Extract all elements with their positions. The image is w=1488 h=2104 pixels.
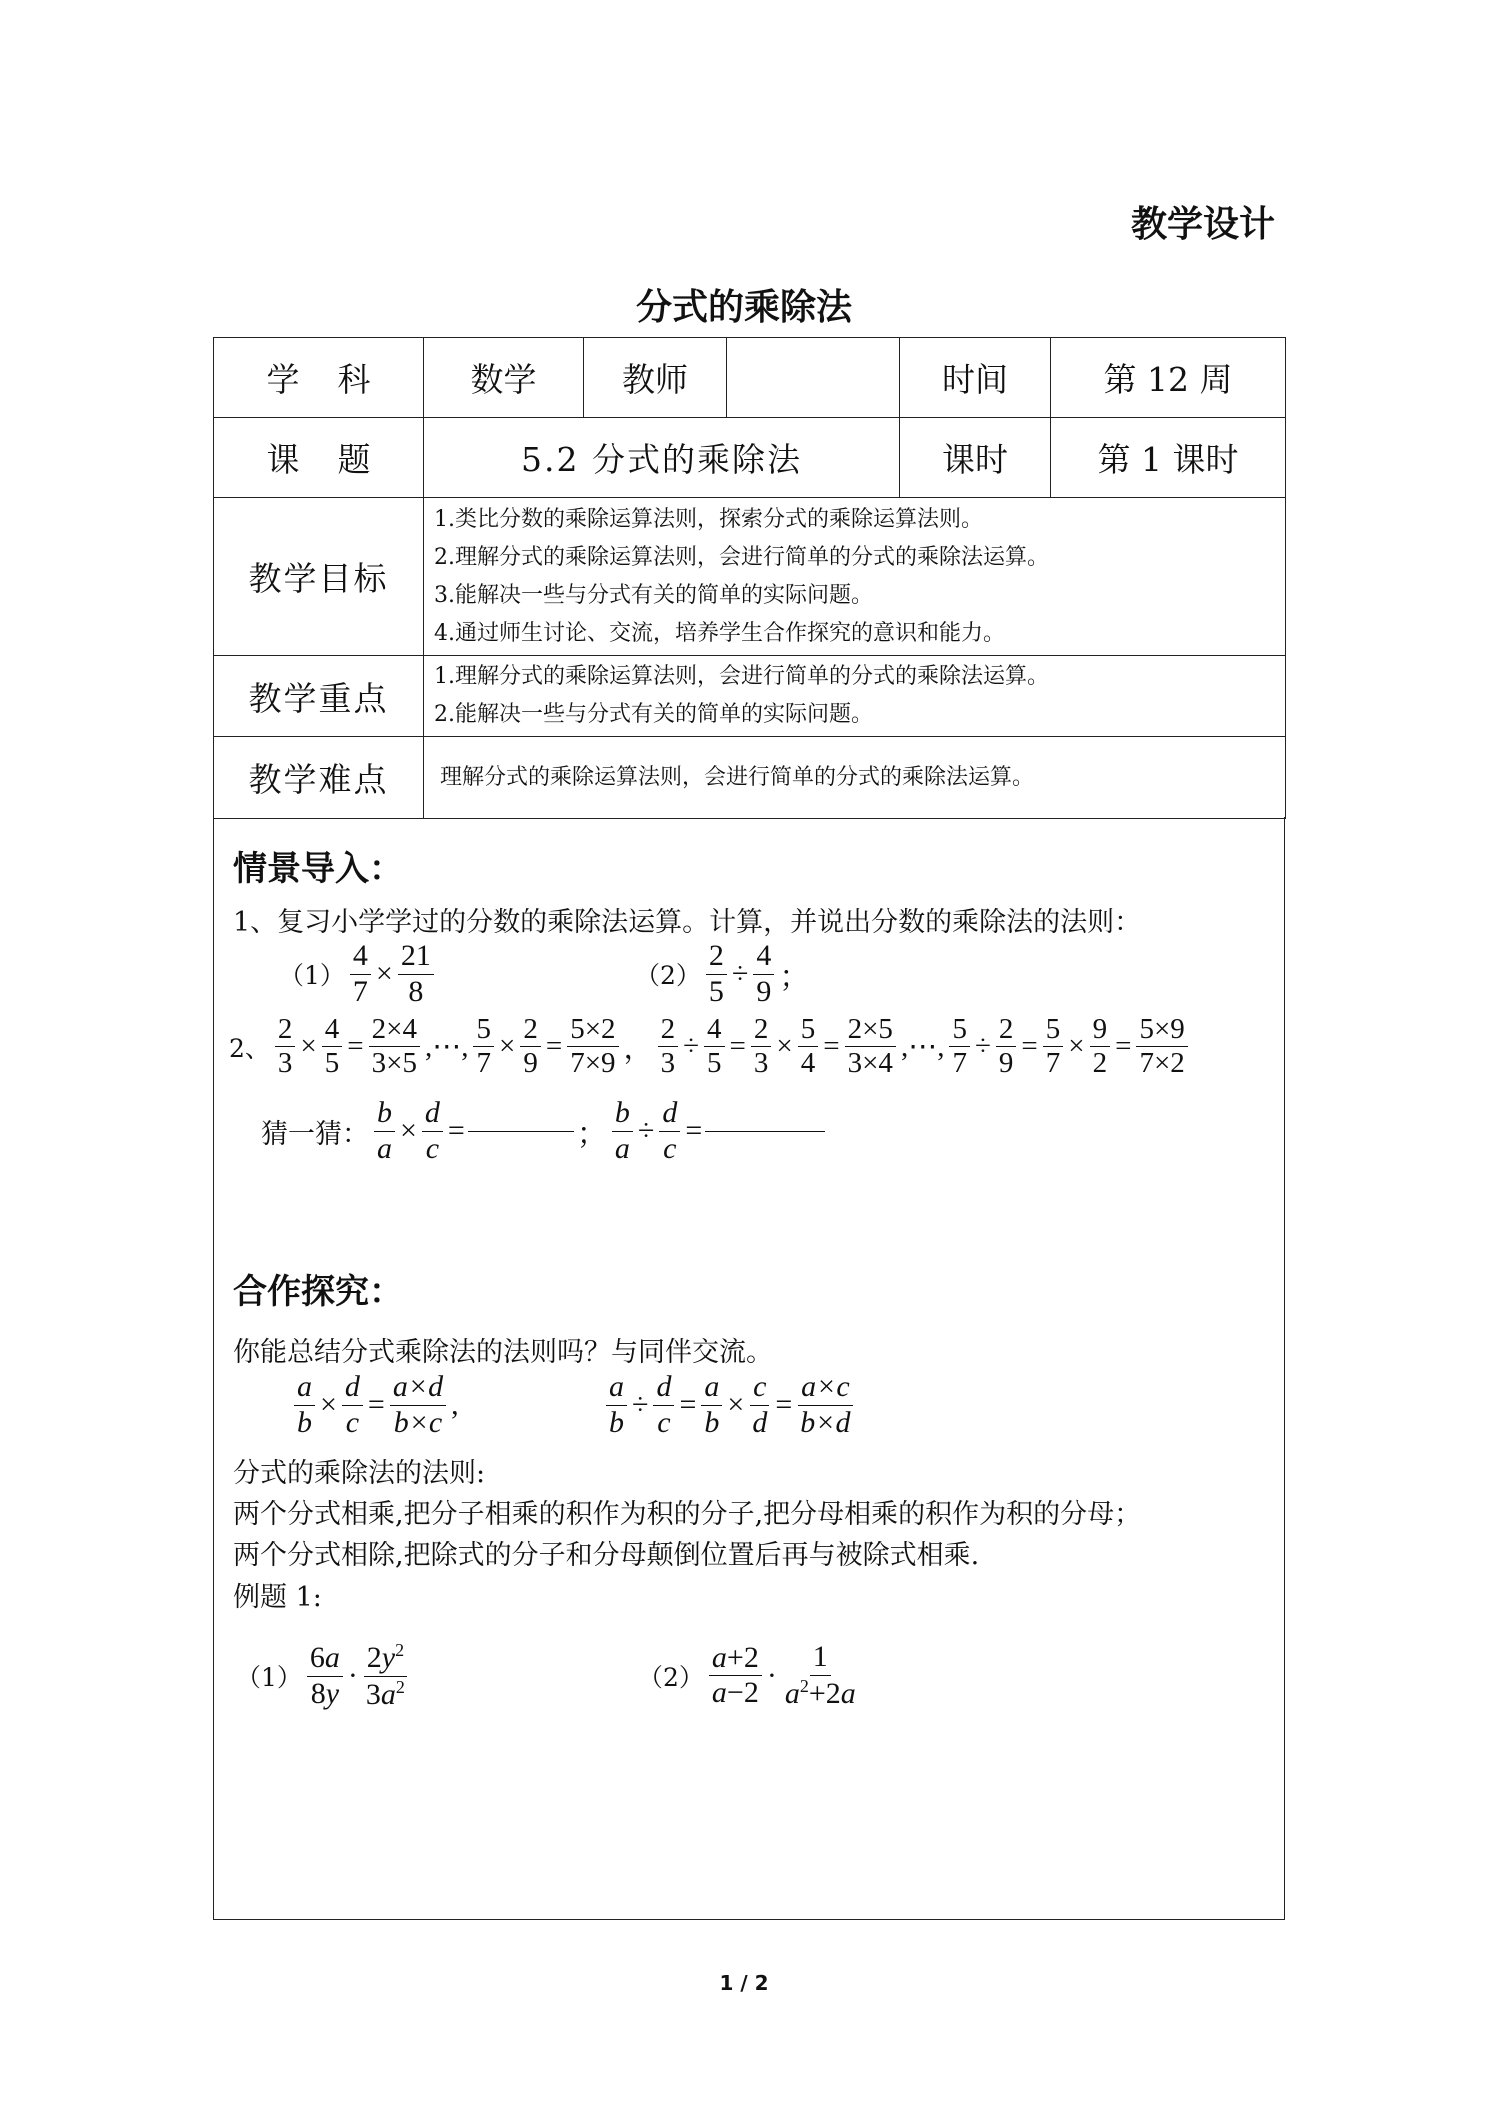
page-number: 1 / 2 [719,1971,769,1995]
document-title: 分式的乘除法 [635,287,852,328]
rule-multiply-text: 两个分式相乘,把分子相乘的积作为积的分子,把分母相乘的积作为积的分母； [233,1499,1142,1530]
goal-item: 2.理解分式的乘除运算法则，会进行简单的分式的乘除法运算。 [434,544,1049,570]
rule-divide-text: 两个分式相除,把除式的分子和分母颠倒位置后再与被除式相乘. [233,1540,980,1571]
teacher-value [727,338,900,418]
lesson-info-table [213,337,1286,819]
answer-blank[interactable] [705,1131,825,1132]
answer-blank[interactable] [468,1131,574,1132]
difficulties-label: 教学难点 [214,737,424,819]
explore-question: 你能总结分式乘除法的法则吗？与同伴交流。 [233,1337,773,1368]
example-1: （1） $\frac{6a}{8y}$ · $\frac{2y^2}{3a^2}$ [233,1640,410,1712]
intro-item-1: 1、复习小学学过的分数的乘除法运算。计算，并说出分数的乘除法的法则： [233,907,1142,938]
rule-title: 分式的乘除法的法则: [233,1458,486,1489]
rule-divide-formula: $\frac{a}{b}$ ÷ $\frac{d}{c}$ = $\frac{a}{b}$ × $\frac{c}{d}$ = $\frac{a\times c}{b\times d}$ [604,1370,855,1440]
rule-multiply-formula: $\frac{a}{b}$ × $\frac{d}{c}$ = $\frac{a\times d}{b\times c}$ , [292,1370,462,1440]
lesson-content-area [213,817,1285,1920]
key-point-item: 2.能解决一些与分式有关的简单的实际问题。 [434,702,873,727]
key-point-item: 1.理解分式的乘除运算法则，会进行简单的分式的乘除法运算。 [434,664,1049,689]
key-points-label: 教学重点 [214,656,424,737]
goal-item: 4.通过师生讨论、交流，培养学生合作探究的意识和能力。 [434,620,1005,646]
intro-exercise-1: （1） $\frac{4}{7}$ × $\frac{21}{8}$ [276,939,436,1009]
example-label: 例题 1: [233,1582,322,1613]
guess-exercise: 猜一猜： $\frac{b}{a}$ × $\frac{d}{c}$ = ； $\frac{b}{a}$ ÷ $\frac{d}{c}$ = [258,1096,825,1166]
example-2: （2） $\frac{a+2}{a-2}$ · $\frac{1}{a^2+2a}$ [638,1640,856,1710]
document-type: 教学设计 [1130,204,1275,245]
intro-heading: 情景导入： [233,849,403,889]
goal-item: 3.能解决一些与分式有关的简单的实际问题。 [434,582,873,608]
subject-value: 数学 [424,338,584,418]
intro-exercise-2: （2） $\frac{2}{5}$ ÷ $\frac{4}{9}$ ； [635,939,810,1008]
goal-item: 1.类比分数的乘除运算法则，探索分式的乘除运算法则。 [434,506,983,532]
goals-label: 教学目标 [214,498,424,656]
explore-heading: 合作探究： [233,1272,403,1312]
difficulties-text: 理解分式的乘除运算法则，会进行简单的分式的乘除法运算。 [424,737,1286,819]
goals-list [424,498,1286,656]
teacher-label: 教师 [584,338,727,418]
time-value: 第 12 周 [1051,338,1286,418]
topic-label: 课题 [214,418,424,498]
key-points-list [424,656,1286,737]
subject-label: 学科 [214,338,424,418]
time-label: 时间 [900,338,1051,418]
period-label: 课时 [900,418,1051,498]
topic-value: 5.2 分式的乘除法 [424,418,900,498]
period-value: 第 1 课时 [1051,418,1286,498]
intro-item-2-equations: 2、 $\frac{2}{3}$ × $\frac{4}{5}$ = $\frac{2\times 4}{3\times 5}$ ,⋯, $\frac{5}{7}$ × $\frac{2}{9}$ = $\frac{5\times 2}{7\times 9}$ ， $\frac{2}{3}$ ÷ $\frac{4}{5}$ = $\frac{2}{3}$ × $\frac{5}{4}$ = $\frac{2\times 5}{3\times 4}$ ,⋯, $\frac{5}{7}$ ÷ $\frac{2}{9}$ = $\frac{5}{7}$ × $\frac{9}{2}$ = $\frac{5\times 9}{7\times 2}$ [226,1013,1190,1081]
